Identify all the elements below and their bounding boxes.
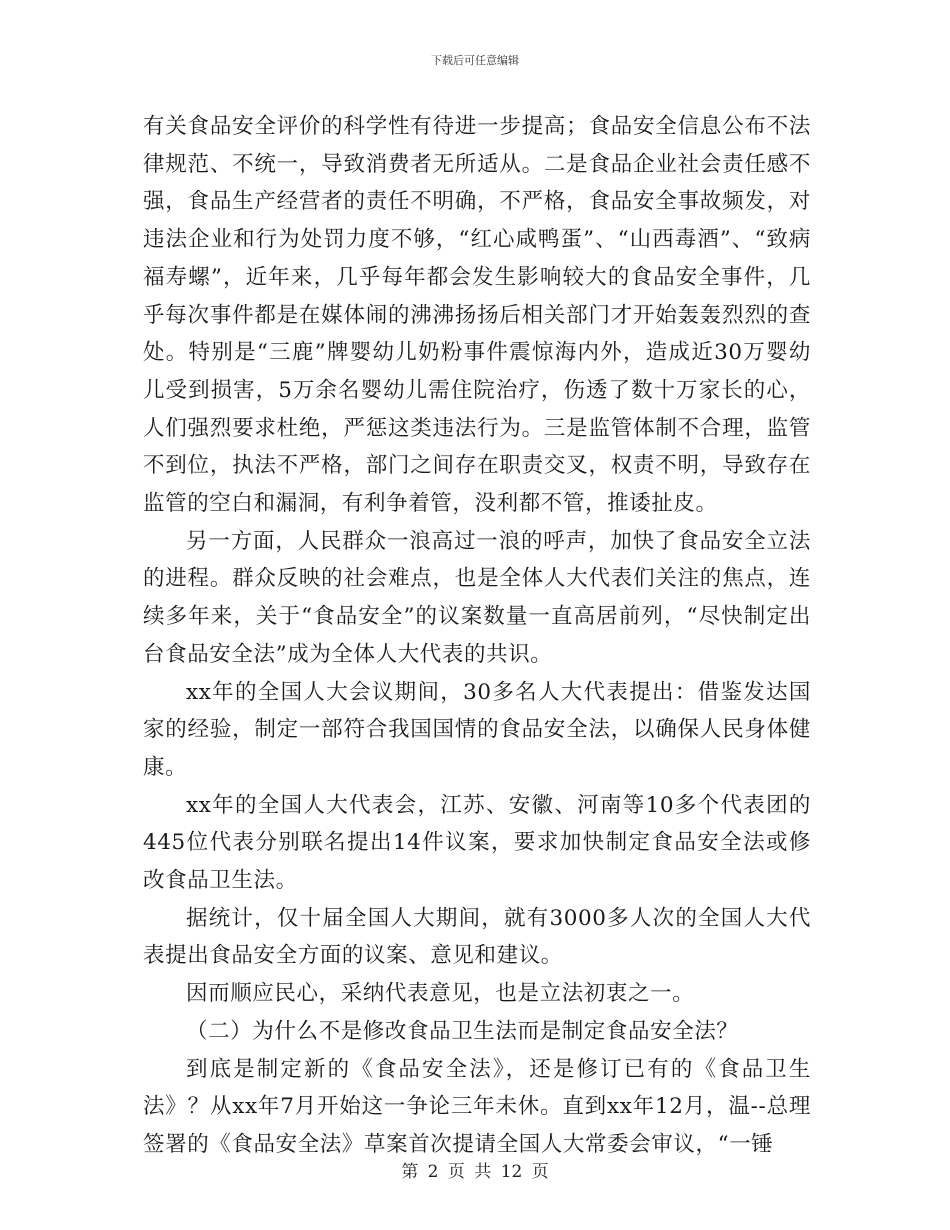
paragraph: 据统计，仅十届全国人大期间，就有3000多人次的全国人大代表提出食品安全方面的议案、意见和建议。 [143,905,811,969]
paragraph: 有关食品安全评价的科学性有待进一步提高；食品安全信息公布不法律规范、不统一，导致消费者无所适从。二是食品企业社会责任感不强，食品生产经营者的责任不明确，不严格，食品安全事故频发，对违法企业和行为处罚力度不够，“红心咸鸭蛋”、“山西毒酒”、“致病福寿螺”，近年来，几乎每年都会发生影响较大的食品安全事件，几乎每次事件都是在媒体闹的沸沸扬扬后相关部门才开始轰轰烈烈的查处。特别是“三鹿”牌婴幼儿奶粉事件震惊海内外，造成近30万婴幼儿受到损害，5万余名婴幼儿需住院治疗，伤透了数十万家长的心，人们强烈要求杜绝，严惩这类违法行为。三是监管体制不合理，监管不到位，执法不严格，部门之间存在职责交叉，权责不明，导致存在监管的空白和漏洞，有利争着管，没利都不管，推诿扯皮。 [143,114,811,517]
paragraph: xx年的全国人大代表会，江苏、安徽、河南等10多个代表团的445位代表分别联名提出14件议案，要求加快制定食品安全法或修改食品卫生法。 [143,792,811,894]
paragraph: 到底是制定新的《食品安全法》，还是修订已有的《食品卫生法》？从xx年7月开始这一争论三年未休。直到xx年12月，温--总理签署的《食品安全法》草案首次提请全国人大常委会审议，“一锤 [143,1056,811,1157]
document-body [143,108,811,1164]
page-footer: 第 2 页 共 12 页 [401,1162,549,1182]
paragraph: 因而顺应民心，采纳代表意见，也是立法初衷之一。 [186,981,695,1007]
page-header: 下载后可任意编辑 [431,54,519,67]
section-heading: （二）为什么不是修改食品卫生法而是制定食品安全法？ [186,1018,739,1044]
paragraph: 另一方面，人民群众一浪高过一浪的呼声，加快了食品安全立法的进程。群众反映的社会难点，也是全体人大代表们关注的焦点，连续多年来，关于“食品安全”的议案数量一直高居前列，“尽快制定出台食品安全法”成为全体人大代表的共识。 [143,528,811,667]
paragraph: xx年的全国人大会议期间，30多名人大代表提出：借鉴发达国家的经验，制定一部符合我国国情的食品安全法，以确保人民身体健康。 [143,679,811,780]
